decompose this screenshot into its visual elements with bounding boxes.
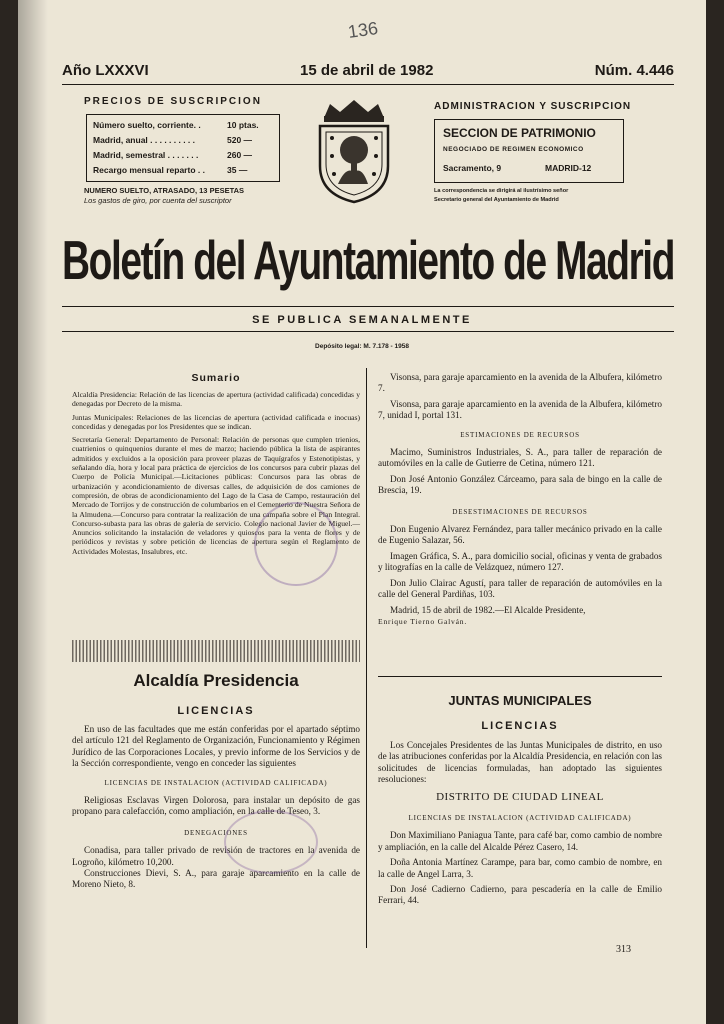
right-column-top [378,372,662,627]
admin-note-1: La correspondencia se dirigirá al ilustrísimo señor [434,188,569,194]
body-paragraph: Don José Cadierno Cadierno, para pescadería en la calle de Emilio Ferrari, 44. [378,884,662,906]
body-paragraph: Los Concejales Presidentes de las Juntas Municipales de distrito, en uso de las atribuciones conferidas por la Alcaldía Presidencia, en relación con las solicitudes de licencias formuladas, han adoptado las siguientes resoluciones: [378,740,662,785]
body-paragraph: Doña Antonia Martínez Carampe, para bar, como cambio de nombre, en la calle de Angel Larra, 3. [378,857,662,879]
ink-stamp [254,502,338,586]
body-paragraph: En uso de las facultades que me están conferidas por el apartado séptimo del artículo 121 del Reglamento de Organización, Funcionamiento y Régimen Jurídico de las Corporaciones Locales, y previo informe de los Servicios y de la Sección correspondiente, vengo en conceder las siguientes [72,724,360,769]
prices-note-1: NUMERO SUELTO, ATRASADO, 13 PESETAS [84,186,245,195]
section-caption: DENEGACIONES [184,828,248,837]
prices-heading: PRECIOS DE SUSCRIPCION [84,96,262,107]
price-value: 35 — [227,165,248,175]
alcaldia-body [72,724,360,895]
body-paragraph: Don Maximiliano Paniagua Tante, para café bar, como cambio de nombre y ampliación, en la calle del Alcalde Pérez Casero, 14. [378,830,662,852]
summary-paragraph: Alcaldía Presidencia: Relación de las licencias de apertura (actividad calificada) concedidas y denegadas por Decreto de la misma. [72,390,360,409]
newspaper-title: Boletín del Ayuntamiento de Madrid [62,229,675,291]
section-caption: DESESTIMACIONES DE RECURSOS [452,507,588,516]
price-value: 10 ptas. [227,120,259,130]
price-value: 520 — [227,135,253,145]
prices-note-2: Los gastos de giro, por cuenta del suscriptor [84,196,232,205]
issue-year: Año LXXXVI [62,62,149,79]
juntas-body [378,740,662,911]
body-paragraph: Conadisa, para taller privado de revisión de tractores en la avenida de Logroño, kilómetro 10,200. [72,845,360,867]
section-caption: ESTIMACIONES DE RECURSOS [460,430,580,439]
column-divider [366,368,367,948]
price-label: Madrid, semestral . . . . . . . [93,150,199,160]
admin-box [434,119,624,183]
juntas-subheading: LICENCIAS [481,720,559,732]
body-paragraph: Visonsa, para garaje aparcamiento en la avenida de la Albufera, kilómetro 7. [378,372,662,394]
page-gutter-shadow [18,0,48,1024]
section-rule [378,676,662,677]
body-paragraph: Don José Antonio González Cárceamo, para sala de bingo en la calle de Brescia, 19. [378,473,662,496]
body-paragraph: Madrid, 15 de abril de 1982.—El Alcalde Presidente, [390,604,586,615]
handwritten-number: 136 [346,18,380,42]
admin-heading: ADMINISTRACION Y SUSCRIPCION [434,101,632,112]
body-paragraph: Visonsa, para garaje aparcamiento en la avenida de la Albufera, kilómetro 7, unidad I, portal 131. [378,398,662,421]
admin-section: SECCION DE PATRIMONIO [443,126,596,140]
prices-box [86,114,280,182]
body-paragraph: Don Julio Clairac Agustí, para taller de reparación de automóviles en la calle del General Pardiñas, 103. [378,577,662,600]
alcaldia-subheading: LICENCIAS [177,705,255,717]
section-caption: LICENCIAS DE INSTALACION (ACTIVIDAD CALIFICADA) [408,814,632,823]
admin-subtitle: NEGOCIADO DE REGIMEN ECONOMICO [443,146,584,153]
price-label: Madrid, anual . . . . . . . . . . [93,135,196,145]
page-number: 313 [616,944,631,955]
legal-deposit: Depósito legal: M. 7.178 - 1958 [315,343,409,350]
juntas-heading: JUNTAS MUNICIPALES [448,693,592,708]
summary-heading: Sumario [191,372,241,384]
ink-stamp [224,810,318,874]
ornamental-rule [72,640,360,662]
price-value: 260 — [227,150,253,160]
body-paragraph: Religiosas Esclavas Virgen Dolorosa, para instalar un depósito de gas propano para calefacción, como ampliación, en la calle de Teseo, 3. [72,795,360,817]
alcaldia-heading: Alcaldía Presidencia [133,671,299,690]
signature-name: Enrique Tierno Galván. [378,616,468,626]
summary-paragraph: Secretaría General: Departamento de Personal: Relación de personas que cumplen trienios, cuatrienios o quinquenios durante el mes de marzo; haciendo pública la lista de aspirantes admitidos y excluidos a la oposición para proveer plazas de Taquígrafos y Estenotipistas, y señalando día, hora y local para práctica de ejercicios de los concursos para cubrir plazas del Cuerpo de Policía Municipal.—Licitaciones públicas: Concursos para las obras de urbanización y acondicionamiento de diversas calles, de adquisición de dos camiones de compresión, de obras de acondicionamiento del Lago de la Casa de Campo, restauración del Mercado de Torrijos y de construcción de columbarios en el Cementerio de Nuestra Señora de la Almudena.—Concurso para contratar la realización de una campaña sobre el Plan Integral. Concurso-subasta para las obras de galería de servicio. Colegio nacional Javier de Miguel.—Anuncios solicitando la instalación de veladores y quioscos para la venta de flores y de periódicos y revistas y sobre petición de licencias de apertura según el Reglamento de Actividades Molestas, Insalubres, etc. [72,435,360,556]
admin-street: Sacramento, 9 [443,163,502,173]
newspaper-page [18,0,706,1024]
price-label: Número suelto, corriente. . [93,120,201,130]
district-title: DISTRITO DE CIUDAD LINEAL [436,790,604,803]
tagline: SE PUBLICA SEMANALMENTE [252,314,472,326]
summary-paragraph: Juntas Municipales: Relaciones de las licencias de apertura (actividad calificada e inocuas) concedidas y denegadas por los Presidentes que se indican. [72,412,360,431]
body-paragraph: Construcciones Dievi, S. A., para garaje aparcamiento en la calle de Moreno Nieto, 8. [72,868,360,890]
issue-number: Núm. 4.446 [594,62,674,79]
body-paragraph: Imagen Gráfica, S. A., para domicilio social, oficinas y venta de grabados y litografías en la calle de Velázquez, número 127. [378,550,662,573]
admin-city: MADRID-12 [545,163,592,173]
body-paragraph: Macimo, Suministros Industriales, S. A., para taller de reparación de automóviles en la calle de Gutierre de Cetina, número 121. [378,447,662,469]
body-paragraph: Don Eugenio Alvarez Fernández, para taller mecánico privado en la calle de Eugenio Salazar, 56. [378,524,662,546]
section-caption: LICENCIAS DE INSTALACION (ACTIVIDAD CALIFICADA) [104,778,328,787]
issue-date: 15 de abril de 1982 [300,62,434,79]
madrid-coat-of-arms-icon [310,96,398,206]
admin-note-2: Secretario general del Ayuntamiento de Madrid [434,197,559,203]
price-label: Recargo mensual reparto . . [93,165,205,175]
